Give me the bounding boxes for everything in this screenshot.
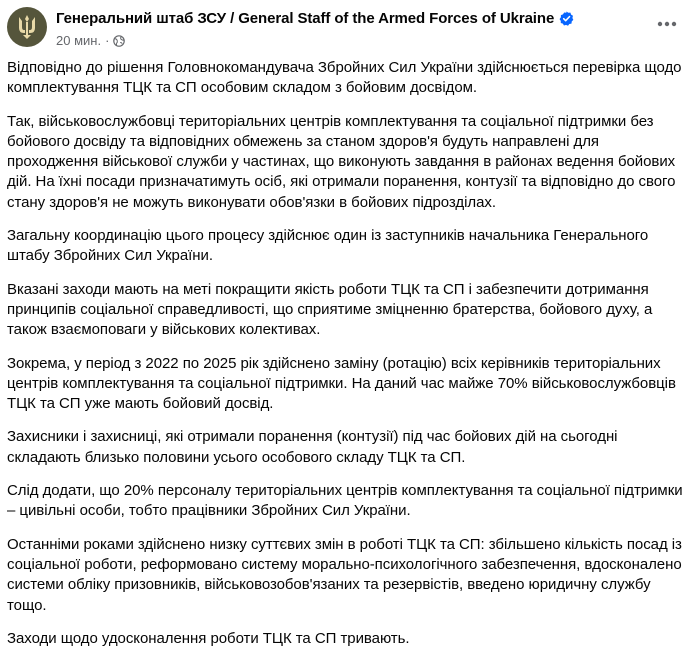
post-paragraph: Захисники і захисниці, які отримали поранення (контузії) під час бойових дій на сьогодні складають близько половини усього особового складу ТЦК та СП.: [7, 428, 618, 466]
more-options-button[interactable]: [649, 6, 685, 42]
post-meta: [56, 33, 125, 48]
post-paragraph: Загальну координацію цього процесу здійснює один із заступників начальника Генерального штабу Збройних Сил України.: [7, 227, 649, 265]
trident-emblem-icon: [16, 14, 38, 40]
post-paragraph: Вказані заходи мають на меті покращити якість роботи ТЦК та СП і забезпечити дотримання принципів соціальної справедливості, що сприятиме зміцненню братерства, бойового духу, а також взаємоповаги у військових колективах.: [7, 280, 653, 339]
verified-badge-icon: [559, 11, 574, 26]
post-paragraph: Слід додати, що 20% персоналу територіальних центрів комплектування та соціальної підтримки – цивільні особи, тобто працівники Збройних Сил України.: [7, 482, 683, 520]
post-paragraph: Зокрема, у період з 2022 по 2025 рік здійснено заміну (ротацію) всіх керівників територіальних центрів комплектування та соціальної підтримки. На даний час майже 70% військовослужбовців ТЦК та СП уже мають бойовий досвід.: [7, 354, 676, 413]
author-name[interactable]: Генеральний штаб ЗСУ / General Staff of the Armed Forces of Ukraine: [56, 10, 555, 27]
author-line: [56, 10, 574, 27]
avatar[interactable]: [7, 7, 47, 47]
more-options-icon: [657, 21, 677, 27]
timestamp-link[interactable]: 20 мин.: [56, 33, 102, 48]
meta-separator: ·: [105, 33, 110, 48]
post-paragraph: Відповідно до рішення Головнокомандувача Збройних Сил України здійснюється перевірка щодо комплектування ТЦК та СП особовим складом з бойовим досвідом.: [7, 59, 682, 97]
post-paragraph: Заходи щодо удосконалення роботи ТЦК та СП тривають.: [7, 629, 410, 647]
post-paragraph: Так, військовослужбовці територіальних центрів комплектування та соціальної підтримки без бойового досвіду та відповідних обмежень за станом здоров'я будуть направлені для проходження військової служби у частинах, що виконують завдання в районах ведення бойових дій. На їхні посади призначатимуть осіб, які отримали поранення, контузії та відповідно до свого стану здоров'я не можуть виконувати обов'язки в бойових підрозділах.: [7, 112, 676, 211]
post-paragraph: Останніми роками здійснено низку суттєвих змін в роботі ТЦК та СП: збільшено кількість посад із соціальної роботи, реформовано систему морально-психологічного забезпечення, вдосконалено системи обліку призовників, військовозобов'язаних та резервістів, введено юридичну службу тощо.: [7, 535, 682, 614]
post-body: [7, 58, 683, 662]
post-header: [0, 0, 686, 60]
globe-icon[interactable]: [113, 35, 125, 47]
